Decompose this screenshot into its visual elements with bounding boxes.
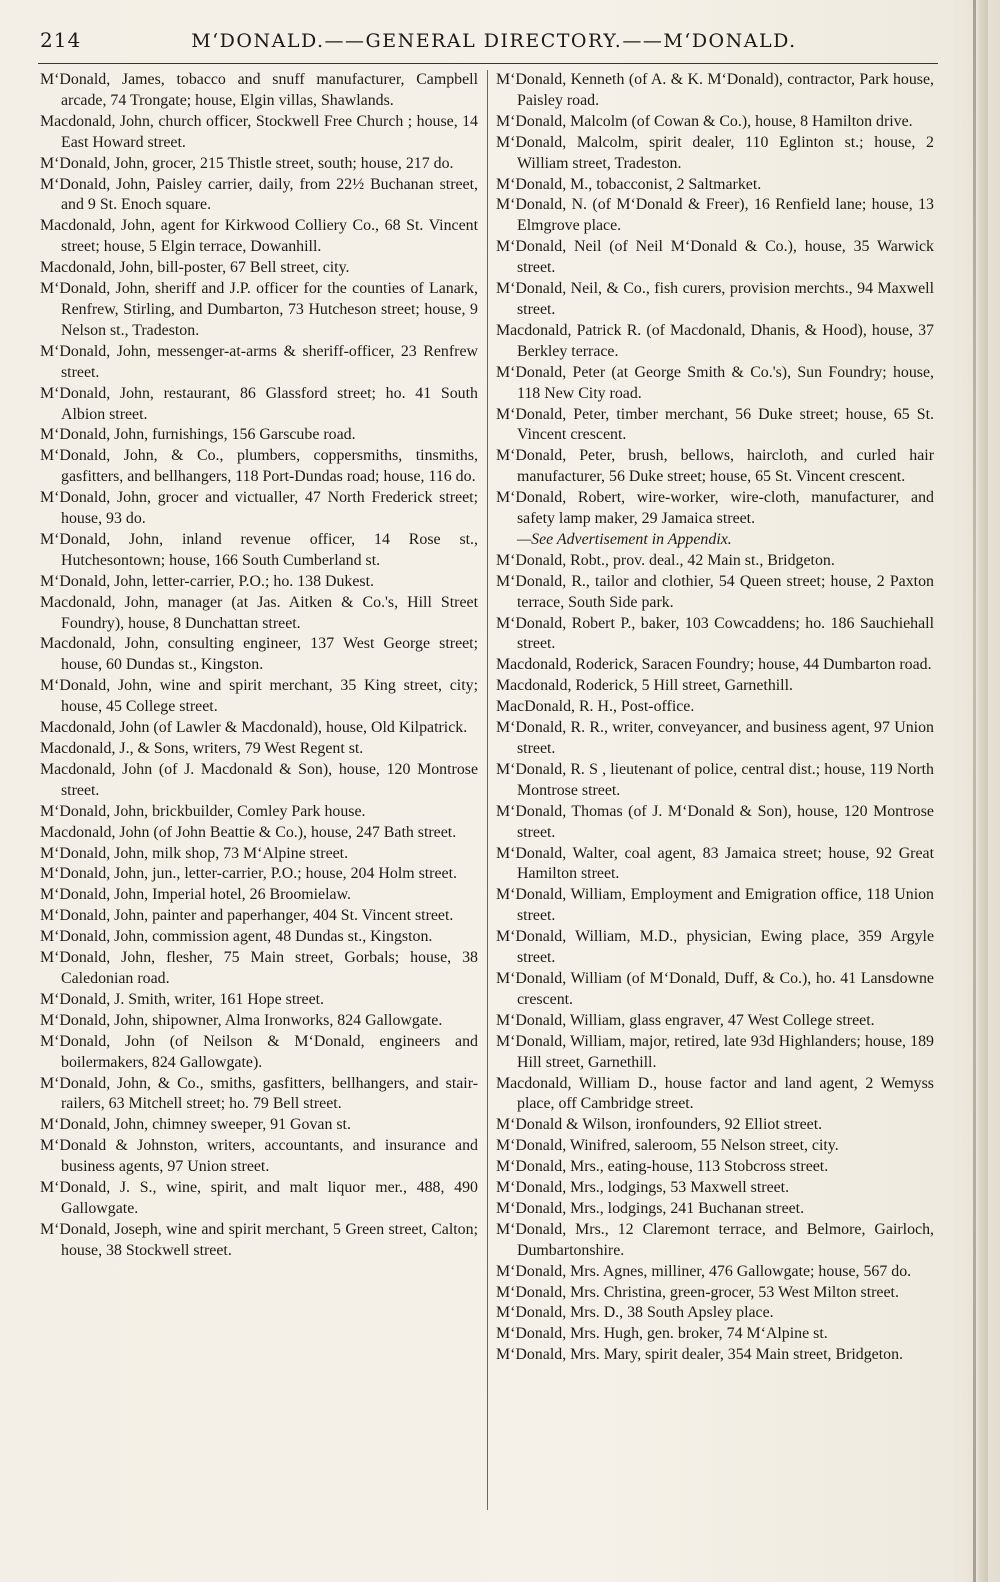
directory-entry: Macdonald, John, church officer, Stockwell Free Church ; house, 14 East Howard street. — [40, 112, 478, 151]
directory-entry: M‘Donald, William, M.D., physician, Ewing place, 359 Argyle street. — [496, 928, 934, 967]
directory-entry: M‘Donald, J. S., wine, spirit, and malt liquor mer., 488, 490 Gallowgate. — [40, 1179, 478, 1217]
page-number: 214 — [40, 28, 82, 52]
directory-entry: Macdonald, John, bill-poster, 67 Bell street, city. — [40, 259, 350, 277]
directory-entry: M‘Donald, R. S , lieutenant of police, central dist.; house, 119 North Montrose street. — [496, 760, 934, 799]
directory-entry: M‘Donald, John, chimney sweeper, 91 Govan st. — [40, 1116, 351, 1134]
directory-entry: Macdonald, John, manager (at Jas. Aitken & Co.'s, Hill Street Foundry), house, 8 Dunchattan street. — [40, 593, 478, 632]
directory-entry: M‘Donald, William, major, retired, late 93d Highlanders; house, 189 Hill street, Garnethill. — [496, 1032, 934, 1071]
directory-entry: Macdonald, Roderick, Saracen Foundry; house, 44 Dumbarton road. — [496, 656, 932, 674]
directory-entry: M‘Donald, John, & Co., smiths, gasfitters, bellhangers, and stair-railers, 63 Mitchell street; ho. 79 Bell street. — [40, 1074, 478, 1113]
directory-entry: M‘Donald, Mrs. Mary, spirit dealer, 354 Main street, Bridgeton. — [496, 1346, 903, 1364]
directory-entry: Macdonald, William D., house factor and land agent, 2 Wemyss place, off Cambridge street. — [496, 1074, 934, 1113]
directory-entry: M‘Donald, Mrs., lodgings, 53 Maxwell street. — [496, 1179, 790, 1197]
right-column — [496, 70, 934, 1366]
page-header — [40, 28, 940, 52]
directory-entry: M‘Donald, John, grocer, 215 Thistle street, south; house, 217 do. — [40, 154, 454, 172]
directory-entry: M‘Donald, Neil (of Neil M‘Donald & Co.), house, 35 Warwick street. — [496, 238, 934, 277]
advertisement-note: —See Advertisement in Appendix. — [517, 530, 732, 548]
directory-entry: M‘Donald, John, furnishings, 156 Garscube road. — [40, 426, 356, 444]
directory-entry: M‘Donald, William, glass engraver, 47 West College street. — [496, 1011, 875, 1029]
directory-entry: M‘Donald, Peter, brush, bellows, haircloth, and curled hair manufacturer, 56 Duke street; house, 65 St. Vincent crescent. — [496, 447, 934, 486]
directory-entry: M‘Donald, John, flesher, 75 Main street, Gorbals; house, 38 Caledonian road. — [40, 949, 478, 987]
page-edge-line — [973, 0, 976, 1582]
book-gutter — [978, 0, 988, 1582]
directory-entry: M‘Donald, J. Smith, writer, 161 Hope street. — [40, 990, 325, 1008]
directory-entry: M‘Donald, John, letter-carrier, P.O.; ho. 138 Dukest. — [40, 572, 375, 590]
directory-entry: M‘Donald, M., tobacconist, 2 Saltmarket. — [496, 175, 762, 193]
directory-entry: M‘Donald, R. R., writer, conveyancer, and business agent, 97 Union street. — [496, 719, 934, 757]
directory-entry: M‘Donald, Walter, coal agent, 83 Jamaica street; house, 92 Great Hamilton street. — [496, 844, 934, 883]
directory-entry: M‘Donald & Wilson, ironfounders, 92 Elliot street. — [496, 1116, 823, 1134]
directory-entry: M‘Donald, John, painter and paperhanger, 404 St. Vincent street. — [40, 907, 454, 925]
directory-entry: M‘Donald, John, jun., letter-carrier, P.O.; house, 204 Holm street. — [40, 865, 457, 883]
column-divider — [487, 70, 488, 1510]
directory-entry: M‘Donald, Mrs. Christina, green-grocer, 53 West Milton street. — [496, 1283, 899, 1301]
directory-entry: Macdonald, John, consulting engineer, 137 West George street; house, 60 Dundas st., Kingston. — [40, 635, 478, 674]
directory-entry: M‘Donald, John, messenger-at-arms & sheriff-officer, 23 Renfrew street. — [40, 342, 478, 381]
directory-entry: M‘Donald, Robert, wire-worker, wire-cloth, manufacturer, and safety lamp maker, 29 Jamaica street. — [496, 489, 934, 528]
directory-entry: M‘Donald, William (of M‘Donald, Duff, & Co.), ho. 41 Lansdowne crescent. — [496, 969, 934, 1008]
directory-entry: MacDonald, R. H., Post-office. — [496, 698, 695, 716]
directory-entry: M‘Donald, Mrs. Agnes, milliner, 476 Gallowgate; house, 567 do. — [496, 1262, 912, 1280]
directory-entry: M‘Donald, Mrs., lodgings, 241 Buchanan street. — [496, 1199, 805, 1217]
directory-entry: M‘Donald, R., tailor and clothier, 54 Queen street; house, 2 Paxton terrace, South Side park. — [496, 572, 934, 611]
directory-entry: M‘Donald, Robt., prov. deal., 42 Main st., Bridgeton. — [496, 551, 835, 569]
directory-entry: M‘Donald, Robert P., baker, 103 Cowcaddens; ho. 186 Sauchiehall street. — [496, 614, 934, 653]
directory-entry: M‘Donald & Johnston, writers, accountants, and insurance and business agents, 97 Union street. — [40, 1137, 478, 1176]
directory-entry: M‘Donald, John, wine and spirit merchant, 35 King street, city; house, 45 College street. — [40, 677, 478, 716]
left-column — [40, 70, 478, 1262]
directory-entry: Macdonald, John (of John Beattie & Co.), house, 247 Bath street. — [40, 823, 457, 841]
directory-entry: M‘Donald, John, brickbuilder, Comley Park house. — [40, 802, 366, 820]
directory-entry: M‘Donald, Mrs., 12 Claremont terrace, and Belmore, Gairloch, Dumbartonshire. — [496, 1220, 934, 1259]
directory-entry: M‘Donald, John, inland revenue officer, 14 Rose st., Hutchesontown; house, 166 South Cumberland st. — [40, 530, 478, 569]
directory-entry: M‘Donald, Mrs. D., 38 South Apsley place. — [496, 1304, 774, 1322]
directory-entry: M‘Donald, James, tobacco and snuff manufacturer, Campbell arcade, 74 Trongate; house, Elgin villas, Shawlands. — [40, 71, 478, 109]
header-rule — [38, 63, 938, 64]
directory-entry: M‘Donald, Peter (at George Smith & Co.'s), Sun Foundry; house, 118 New City road. — [496, 363, 934, 402]
directory-entry: M‘Donald, William, Employment and Emigration office, 118 Union street. — [496, 886, 934, 925]
directory-entry: Macdonald, John (of J. Macdonald & Son), house, 120 Montrose street. — [40, 760, 478, 799]
directory-entry: M‘Donald, Joseph, wine and spirit merchant, 5 Green street, Calton; house, 38 Stockwell street. — [40, 1220, 478, 1259]
directory-entry: M‘Donald, Kenneth (of A. & K. M‘Donald), contractor, Park house, Paisley road. — [496, 71, 934, 109]
directory-entry: Macdonald, John (of Lawler & Macdonald), house, Old Kilpatrick. — [40, 719, 468, 737]
directory-entry: M‘Donald, John, shipowner, Alma Ironworks, 824 Gallowgate. — [40, 1011, 443, 1029]
directory-entry: M‘Donald, Mrs. Hugh, gen. broker, 74 M‘Alpine st. — [496, 1325, 828, 1343]
directory-entry: M‘Donald, John, grocer and victualler, 47 North Frederick street; house, 93 do. — [40, 489, 478, 528]
directory-entry: M‘Donald, Peter, timber merchant, 56 Duke street; house, 65 St. Vincent crescent. — [496, 405, 934, 444]
directory-entry: Macdonald, John, agent for Kirkwood Colliery Co., 68 St. Vincent street; house, 5 Elgin terrace, Dowanhill. — [40, 217, 478, 256]
directory-entry: M‘Donald, N. (of M‘Donald & Freer), 16 Renfield lane; house, 13 Elmgrove place. — [496, 196, 934, 235]
directory-entry: M‘Donald, John, & Co., plumbers, coppersmiths, tinsmiths, gasfitters, and bellhangers, 118 Port-Dundas road; house, 116 do. — [40, 447, 478, 486]
directory-entry: Macdonald, J., & Sons, writers, 79 West Regent st. — [40, 740, 364, 757]
running-title: M‘DONALD.——GENERAL DIRECTORY.——M‘DONALD. — [191, 30, 797, 52]
directory-entry: M‘Donald, Neil, & Co., fish curers, provision merchts., 94 Maxwell street. — [496, 280, 934, 318]
directory-entry: M‘Donald, John, Paisley carrier, daily, from 22½ Buchanan street, and 9 St. Enoch square. — [40, 175, 478, 214]
directory-entry: M‘Donald, John, sheriff and J.P. officer for the counties of Lanark, Renfrew, Stirling, and Dumbarton, 73 Hutcheson street; house, 9 Nelson st., Tradeston. — [40, 280, 478, 339]
directory-entry: M‘Donald, Winifred, saleroom, 55 Nelson street, city. — [496, 1137, 839, 1155]
directory-entry: M‘Donald, John, commission agent, 48 Dundas st., Kingston. — [40, 928, 433, 946]
directory-entry: Macdonald, Patrick R. (of Macdonald, Dhanis, & Hood), house, 37 Berkley terrace. — [496, 321, 934, 360]
directory-entry: M‘Donald, John (of Neilson & M‘Donald, engineers and boilermakers, 824 Gallowgate). — [40, 1032, 478, 1071]
directory-entry: M‘Donald, John, restaurant, 86 Glassford street; ho. 41 South Albion street. — [40, 384, 478, 423]
directory-entry: M‘Donald, Thomas (of J. M‘Donald & Son), house, 120 Montrose street. — [496, 802, 934, 841]
directory-entry: M‘Donald, Mrs., eating-house, 113 Stobcross street. — [496, 1158, 829, 1176]
directory-entry: Macdonald, Roderick, 5 Hill street, Garnethill. — [496, 677, 793, 695]
directory-entry: M‘Donald, Malcolm, spirit dealer, 110 Eglinton st.; house, 2 William street, Tradeston. — [496, 133, 934, 172]
directory-entry: M‘Donald, Malcolm (of Cowan & Co.), house, 8 Hamilton drive. — [496, 112, 913, 130]
directory-entry: M‘Donald, John, Imperial hotel, 26 Broomielaw. — [40, 886, 351, 904]
directory-entry: M‘Donald, John, milk shop, 73 M‘Alpine street. — [40, 844, 349, 862]
